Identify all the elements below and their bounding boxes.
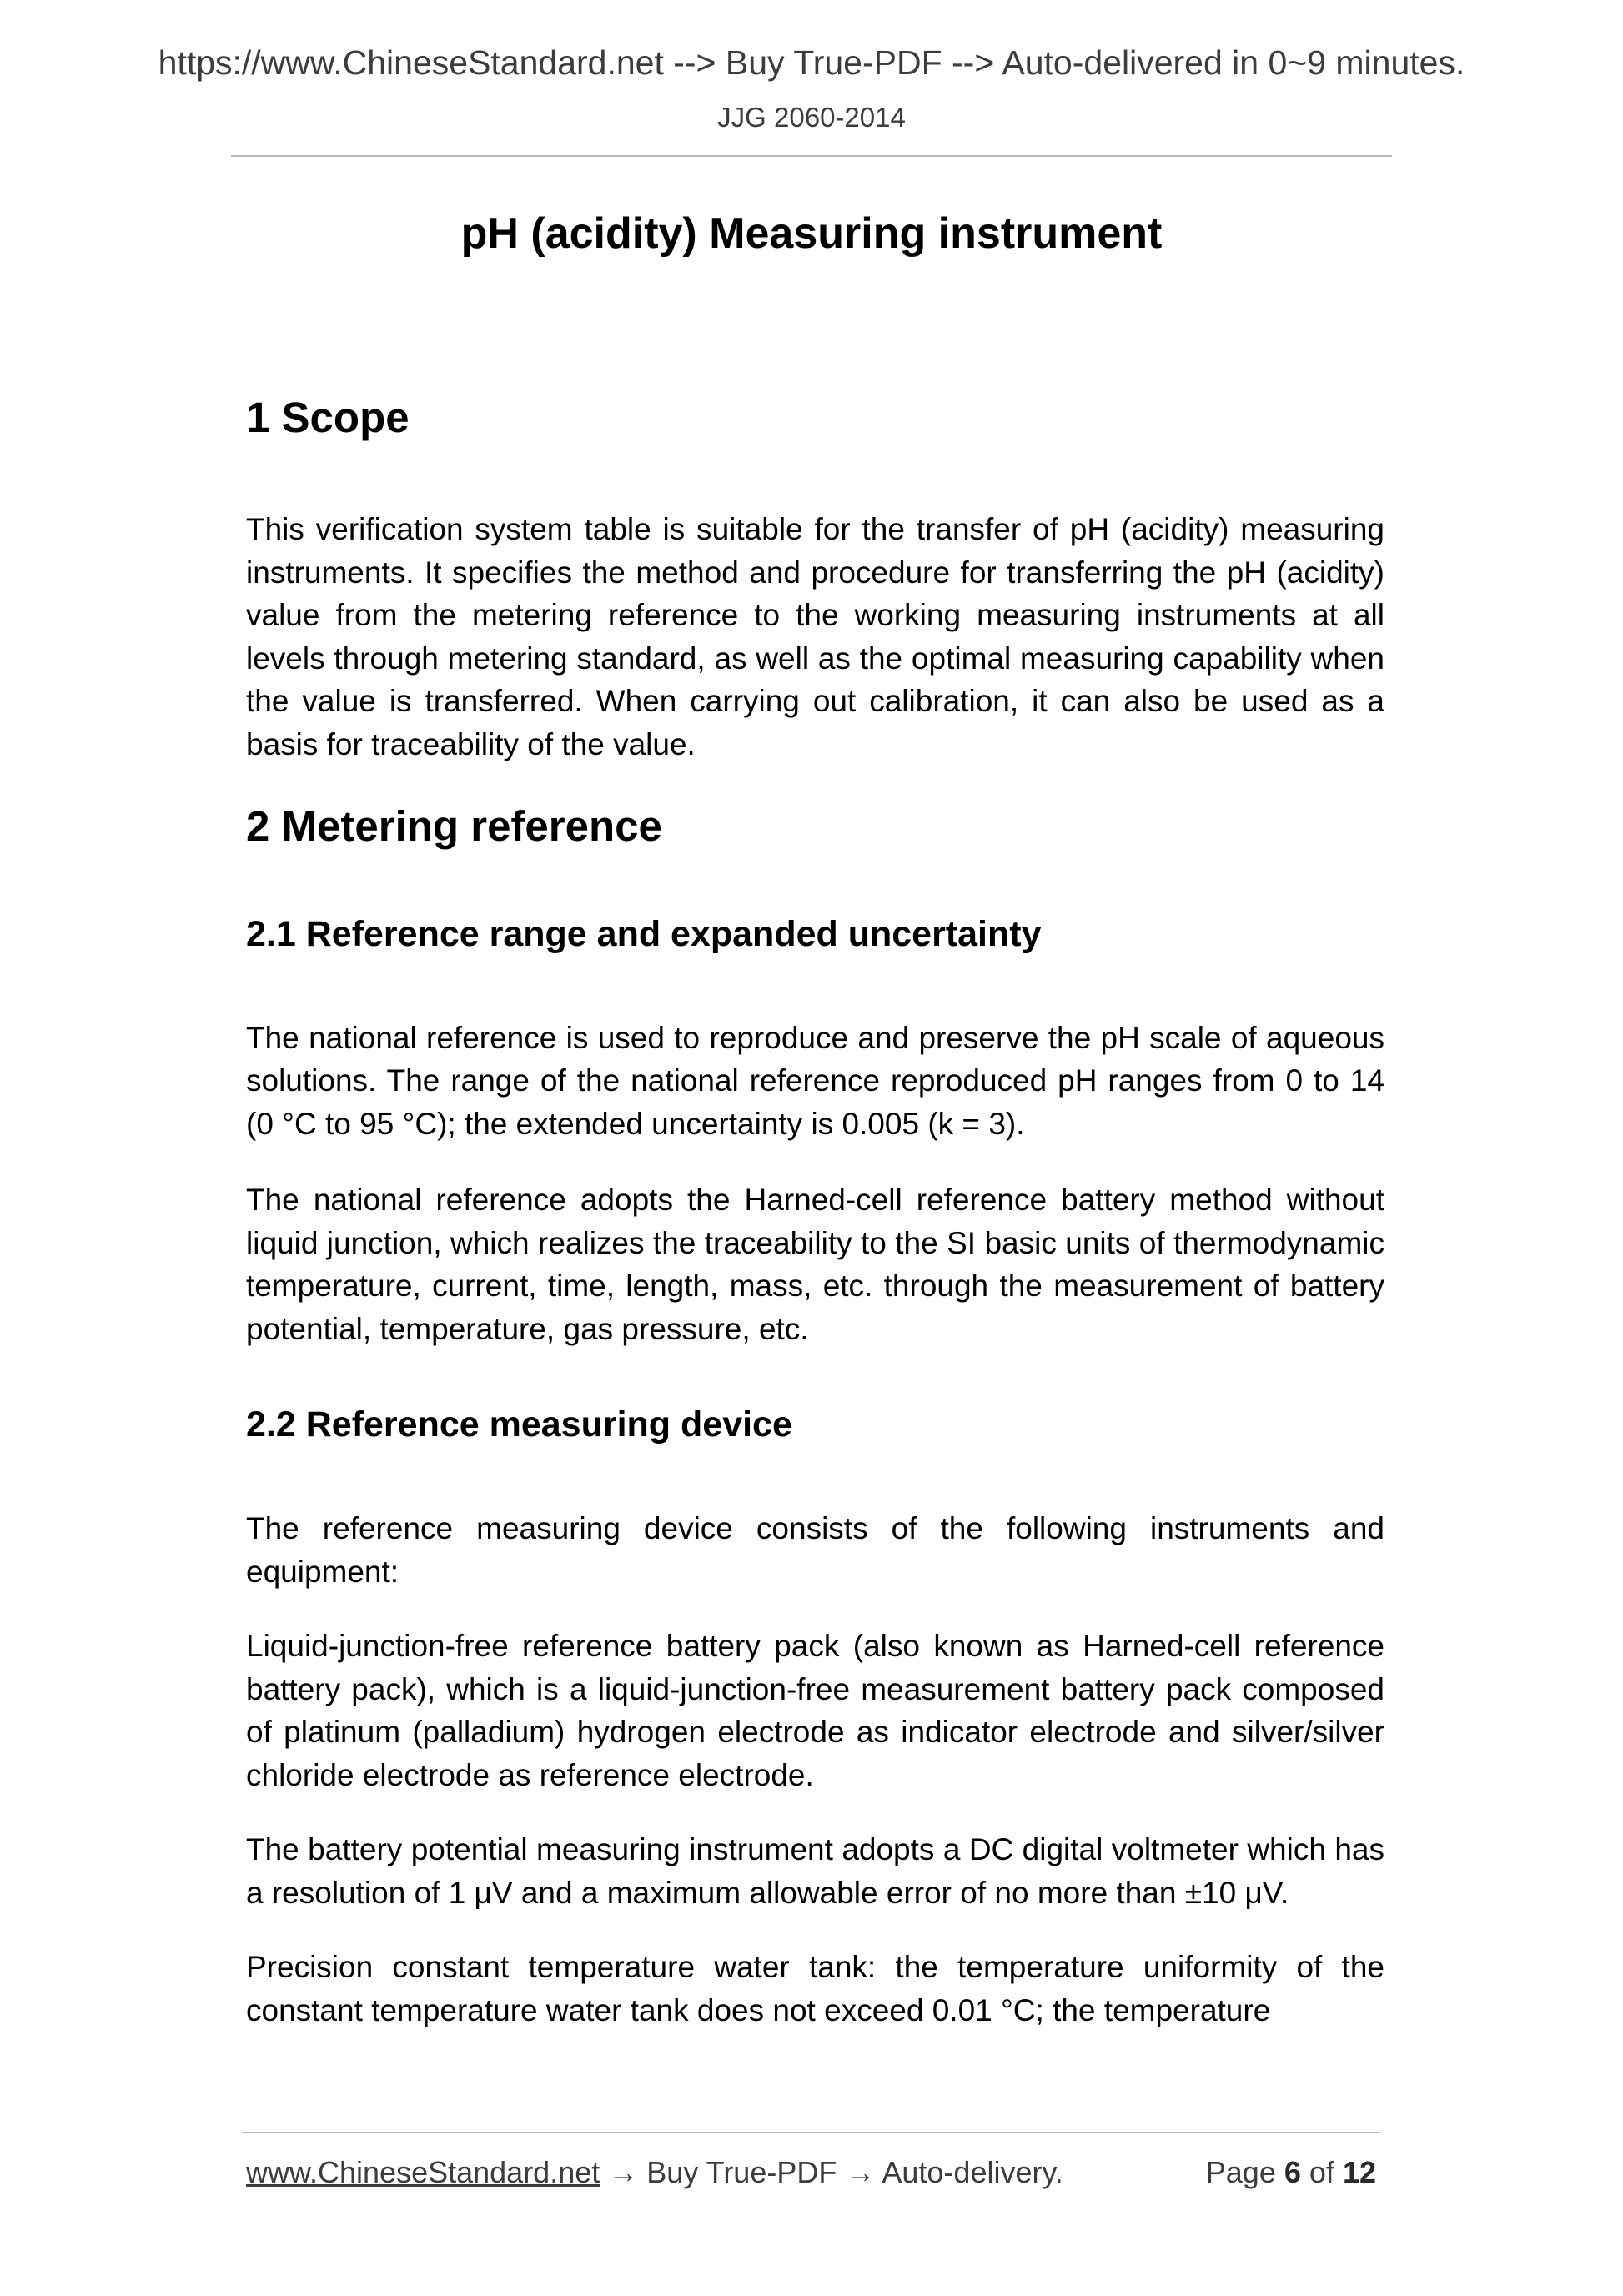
footer-promo [246,2155,1063,2190]
device-intro-paragraph: The reference measuring device consists of the following instruments and equipment: [246,1511,1384,1589]
standard-code: JJG 2060-2014 [717,102,906,133]
section-1-heading: 1 Scope [246,394,410,441]
section-2-heading: 2 Metering reference [246,802,662,851]
section-2-1-heading: 2.1 Reference range and expanded uncertainty [246,914,1042,955]
section-2-2-heading: 2.2 Reference measuring device [246,1404,792,1445]
page-number [1206,2155,1376,2190]
scope-paragraph: This verification system table is suitable for the transfer of pH (acidity) measuring instruments. It specifies the method and procedure for transferring the pH (acidity) value from the metering reference to the working measuring instruments at all levels through metering standard, as well as the optimal measuring capability when the value is transferred. When carrying out calibration, it can also be used as a basis for traceability of the value. [246,512,1384,761]
footer-delivery-text: Auto-delivery. [882,2155,1063,2189]
arrow-right-icon: → [845,2155,876,2189]
water-tank-paragraph: Precision constant temperature water tank: the temperature uniformity of the constant temperature water tank does not exceed 0.01 °C; the temperature [246,1950,1384,2027]
voltmeter-paragraph: The battery potential measuring instrument adopts a DC digital voltmeter which has a resolution of 1 μV and a maximum allowable error of no more than ±10 μV. [246,1832,1384,1910]
harned-cell-paragraph: The national reference adopts the Harned-cell reference battery method without liquid junction, which realizes the traceability to the SI basic units of thermodynamic temperature, current, time, length, mass, etc. through the measurement of battery potential, temperature, gas pressure, etc. [246,1183,1384,1346]
current-page: 6 [1284,2155,1301,2189]
battery-pack-paragraph: Liquid-junction-free reference battery pack (also known as Harned-cell reference battery pack), which is a liquid-junction-free measurement battery pack composed of platinum (palladium) hydrogen electrode as indicator electrode and silver/silver chloride electrode as reference electrode. [246,1629,1384,1792]
total-pages: 12 [1342,2155,1376,2189]
footer-divider [242,2132,1380,2133]
page-label: Page [1205,2155,1276,2189]
document-title: pH (acidity) Measuring instrument [460,209,1163,258]
source-banner: https://www.ChineseStandard.net --> Buy True-PDF --> Auto-delivered in 0~9 minutes. [158,43,1465,82]
footer-buy-text: Buy True-PDF [646,2155,837,2189]
site-link[interactable]: www.ChineseStandard.net [246,2155,600,2189]
of-label: of [1309,2155,1334,2189]
header-divider [231,155,1392,157]
document-body [246,392,1384,2032]
reference-range-paragraph: The national reference is used to reproduce and preserve the pH scale of aqueous solutions. The range of the national reference reproduced pH ranges from 0 to 14 (0 °C to 95 °C); the extended uncertainty is 0.005 (k = 3). [246,1020,1384,1141]
arrow-right-icon: → [608,2155,639,2189]
